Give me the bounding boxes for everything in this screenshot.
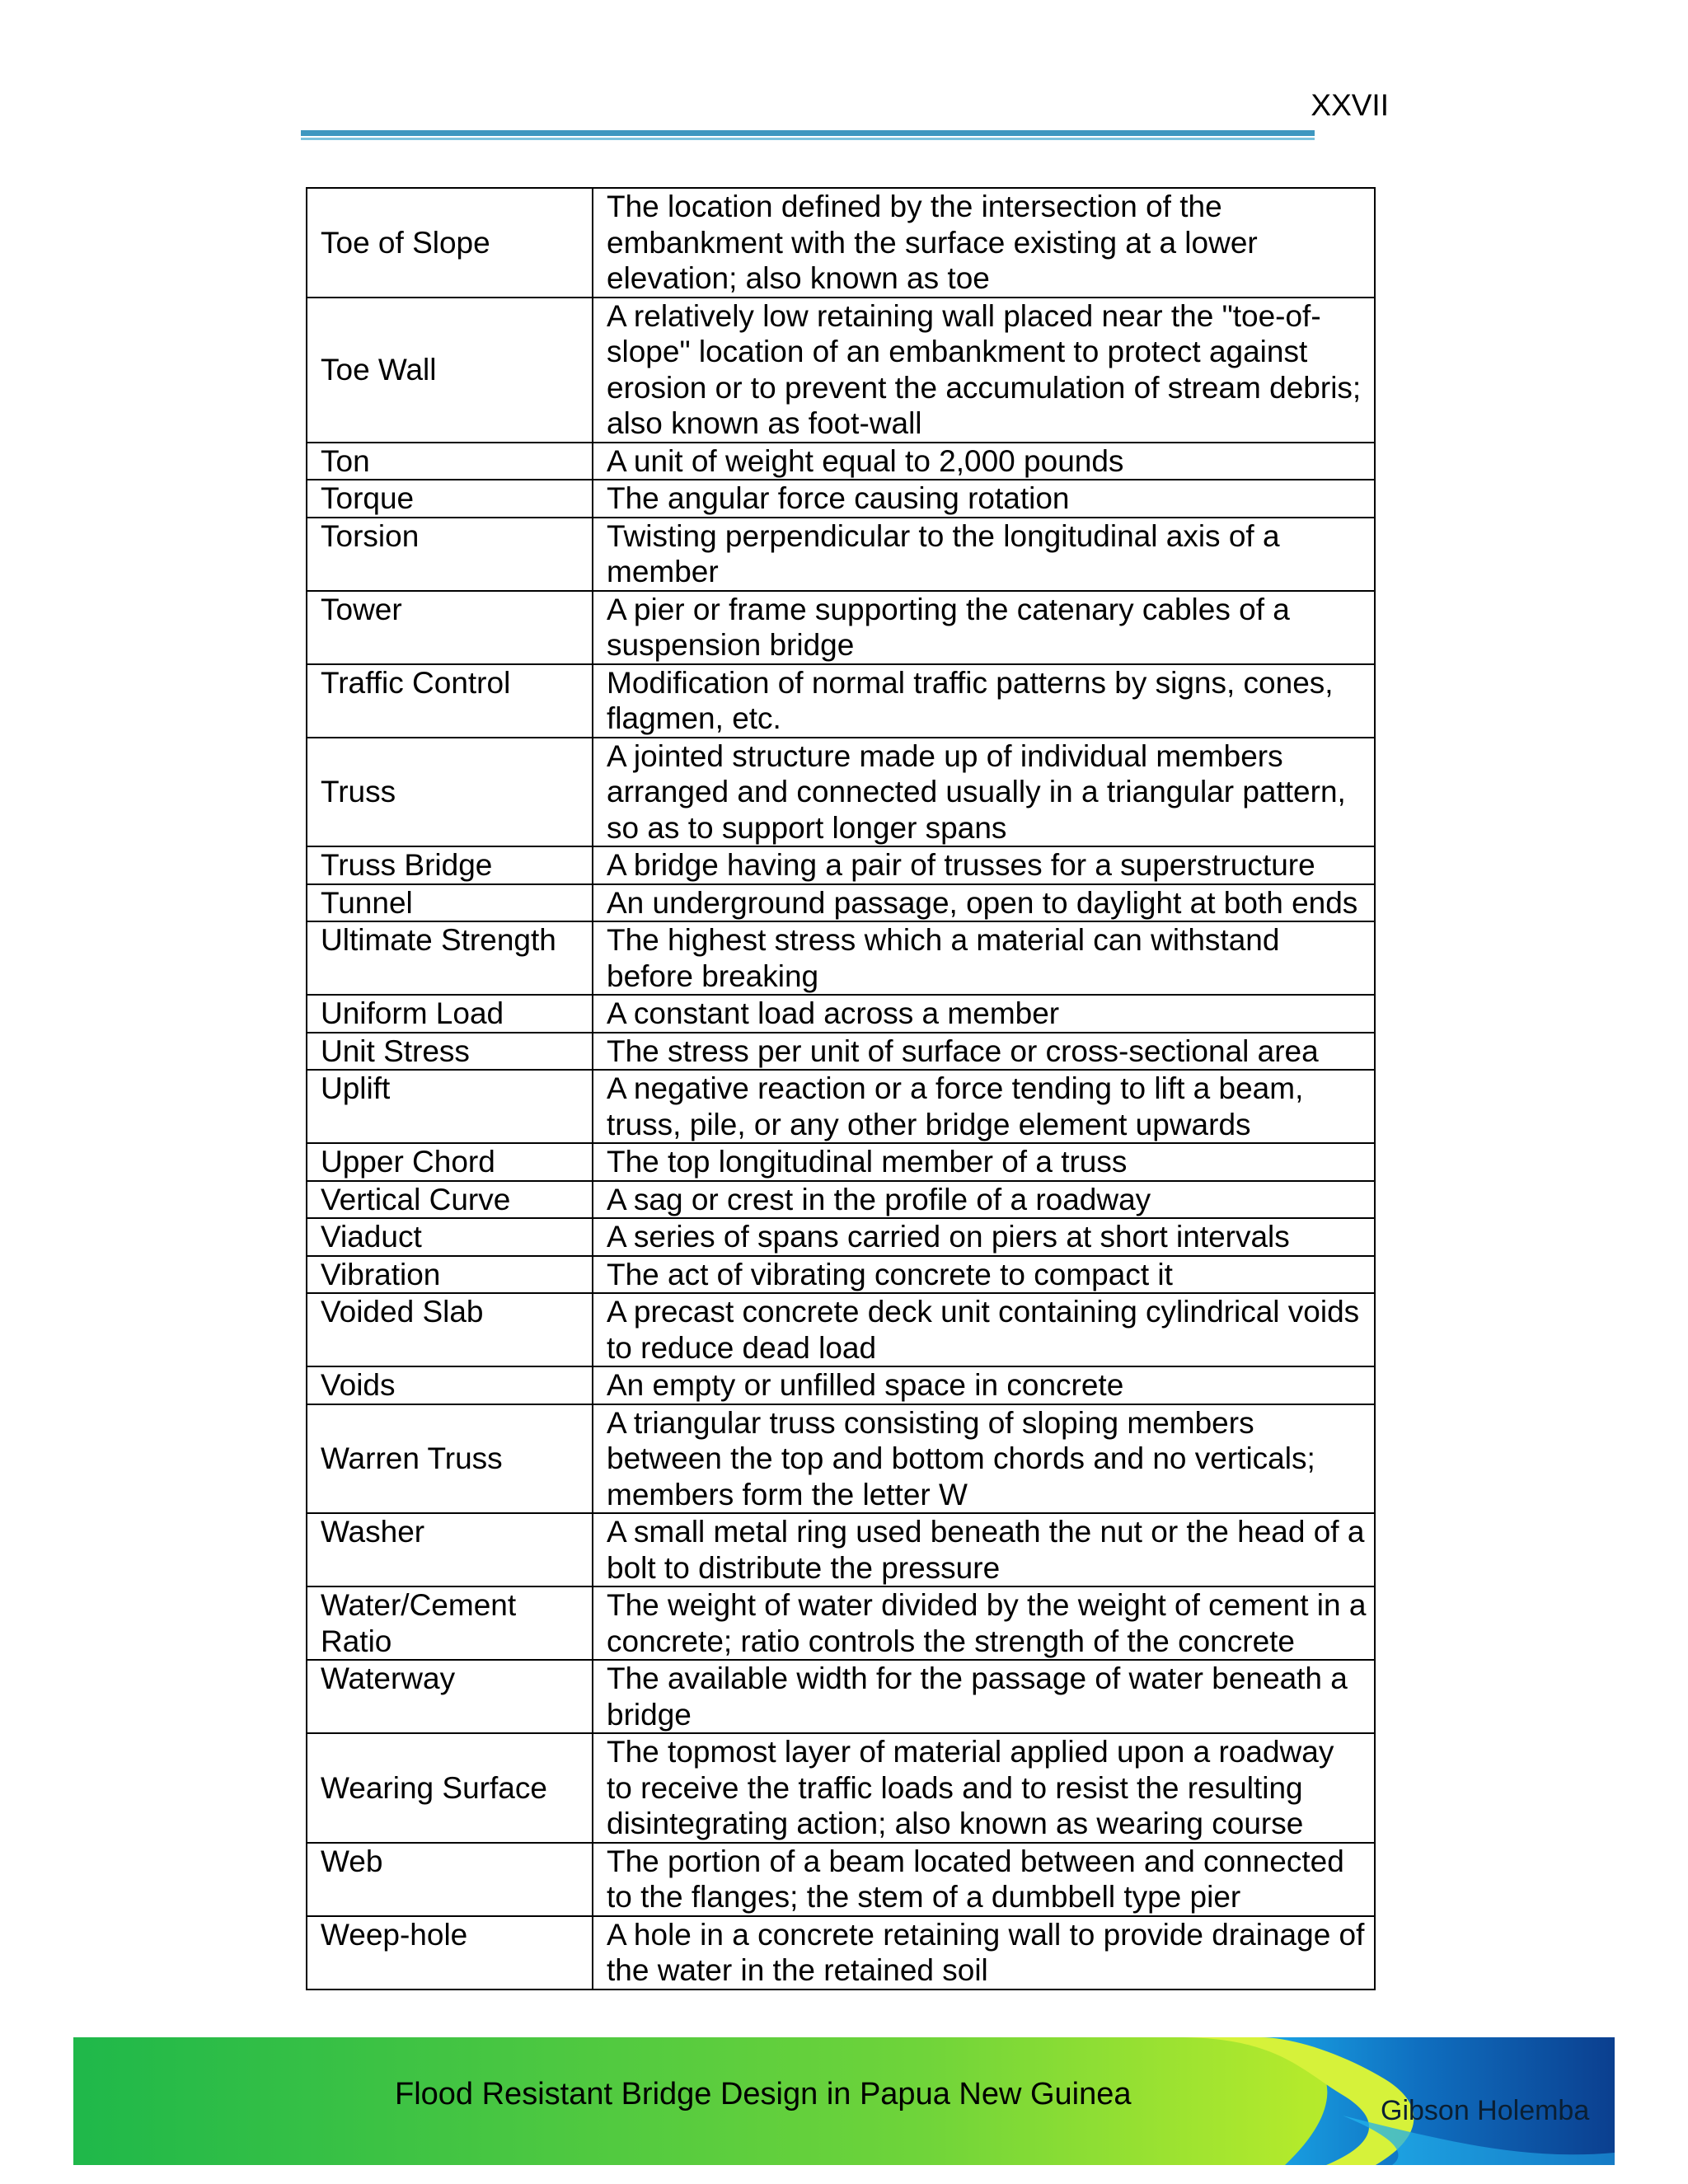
glossary-term: Toe of Slope [307,188,593,298]
glossary-term: Tower [307,591,593,664]
glossary-definition: A jointed structure made up of individual members arranged and connected usually in a triangular pattern, so as to support longer spans [593,738,1375,847]
glossary-term: Unit Stress [307,1033,593,1071]
glossary-row [307,1256,1375,1294]
glossary-row [307,846,1375,884]
glossary-term: Waterway [307,1660,593,1733]
glossary-term: Vibration [307,1256,593,1294]
glossary-term: Water/Cement Ratio [307,1586,593,1660]
glossary-definition: A sag or crest in the profile of a roadway [593,1181,1375,1219]
glossary-row [307,1513,1375,1586]
glossary-definition: The available width for the passage of water beneath a bridge [593,1660,1375,1733]
glossary-row [307,1033,1375,1071]
glossary-row [307,921,1375,995]
glossary-definition: Twisting perpendicular to the longitudinal axis of a member [593,518,1375,591]
glossary-row [307,1293,1375,1366]
glossary-definition: The act of vibrating concrete to compact it [593,1256,1375,1294]
glossary-definition: An empty or unfilled space in concrete [593,1366,1375,1404]
glossary-definition: A relatively low retaining wall placed near the "toe-of-slope" location of an embankment to protect against erosion or to prevent the accumulation of stream debris; also known as foot-wall [593,298,1375,443]
glossary-row [307,1366,1375,1404]
glossary-definition: The angular force causing rotation [593,480,1375,518]
glossary-definition: A unit of weight equal to 2,000 pounds [593,443,1375,480]
glossary-definition: The stress per unit of surface or cross-sectional area [593,1033,1375,1071]
glossary-definition: Modification of normal traffic patterns by signs, cones, flagmen, etc. [593,664,1375,738]
glossary-row [307,884,1375,922]
glossary-term: Web [307,1843,593,1916]
glossary-definition: The topmost layer of material applied upon a roadway to receive the traffic loads and to resist the resulting disintegrating action; also known as wearing course [593,1733,1375,1843]
glossary-definition: A small metal ring used beneath the nut or the head of a bolt to distribute the pressure [593,1513,1375,1586]
glossary-table [306,187,1376,1990]
glossary-term: Truss [307,738,593,847]
glossary-row [307,443,1375,480]
glossary-row [307,1843,1375,1916]
glossary-row [307,664,1375,738]
glossary-term: Viaduct [307,1218,593,1256]
footer-title: Flood Resistant Bridge Design in Papua New Guinea [395,2077,1132,2111]
glossary-row [307,591,1375,664]
glossary-definition: The portion of a beam located between and connected to the flanges; the stem of a dumbbell type pier [593,1843,1375,1916]
glossary-term: Warren Truss [307,1404,593,1514]
header-rule [301,130,1315,140]
glossary-row [307,518,1375,591]
page-number: XXVII [1311,88,1389,122]
glossary-term: Voids [307,1366,593,1404]
glossary-definition: The weight of water divided by the weight of cement in a concrete; ratio controls the strength of the concrete [593,1586,1375,1660]
footer-banner [73,2037,1615,2165]
glossary-term: Traffic Control [307,664,593,738]
glossary-definition: The location defined by the intersection of the embankment with the surface existing at a lower elevation; also known as toe [593,188,1375,298]
footer-author: Gibson Holemba [1381,2095,1590,2126]
glossary-definition: A series of spans carried on piers at short intervals [593,1218,1375,1256]
glossary-term: Toe Wall [307,298,593,443]
glossary-term: Weep-hole [307,1916,593,1990]
glossary-term: Tunnel [307,884,593,922]
glossary-row [307,1070,1375,1143]
glossary-definition: The top longitudinal member of a truss [593,1143,1375,1181]
glossary-term: Vertical Curve [307,1181,593,1219]
glossary-term: Voided Slab [307,1293,593,1366]
glossary-definition: An underground passage, open to daylight at both ends [593,884,1375,922]
glossary-definition: A constant load across a member [593,995,1375,1033]
glossary-term: Wearing Surface [307,1733,593,1843]
glossary-definition: A pier or frame supporting the catenary cables of a suspension bridge [593,591,1375,664]
glossary-definition: A hole in a concrete retaining wall to provide drainage of the water in the retained soil [593,1916,1375,1990]
glossary-term: Upper Chord [307,1143,593,1181]
glossary-term: Ultimate Strength [307,921,593,995]
glossary-definition: A negative reaction or a force tending to lift a beam, truss, pile, or any other bridge element upwards [593,1070,1375,1143]
glossary-term: Washer [307,1513,593,1586]
glossary-row [307,1218,1375,1256]
glossary-term: Truss Bridge [307,846,593,884]
glossary-definition: A precast concrete deck unit containing cylindrical voids to reduce dead load [593,1293,1375,1366]
glossary-term: Torsion [307,518,593,591]
glossary-term: Ton [307,443,593,480]
glossary-row [307,1143,1375,1181]
glossary-row [307,1181,1375,1219]
glossary-row [307,738,1375,847]
glossary-row [307,1586,1375,1660]
glossary-row [307,480,1375,518]
glossary-definition: A bridge having a pair of trusses for a superstructure [593,846,1375,884]
glossary-definition: A triangular truss consisting of sloping members between the top and bottom chords and no verticals; members form the letter W [593,1404,1375,1514]
glossary-row [307,1660,1375,1733]
glossary-term: Torque [307,480,593,518]
glossary-row [307,188,1375,298]
glossary-term: Uniform Load [307,995,593,1033]
glossary-row [307,1916,1375,1990]
glossary-row [307,995,1375,1033]
glossary-definition: The highest stress which a material can withstand before breaking [593,921,1375,995]
glossary-term: Uplift [307,1070,593,1143]
glossary-row [307,1404,1375,1514]
glossary-row [307,298,1375,443]
glossary-row [307,1733,1375,1843]
